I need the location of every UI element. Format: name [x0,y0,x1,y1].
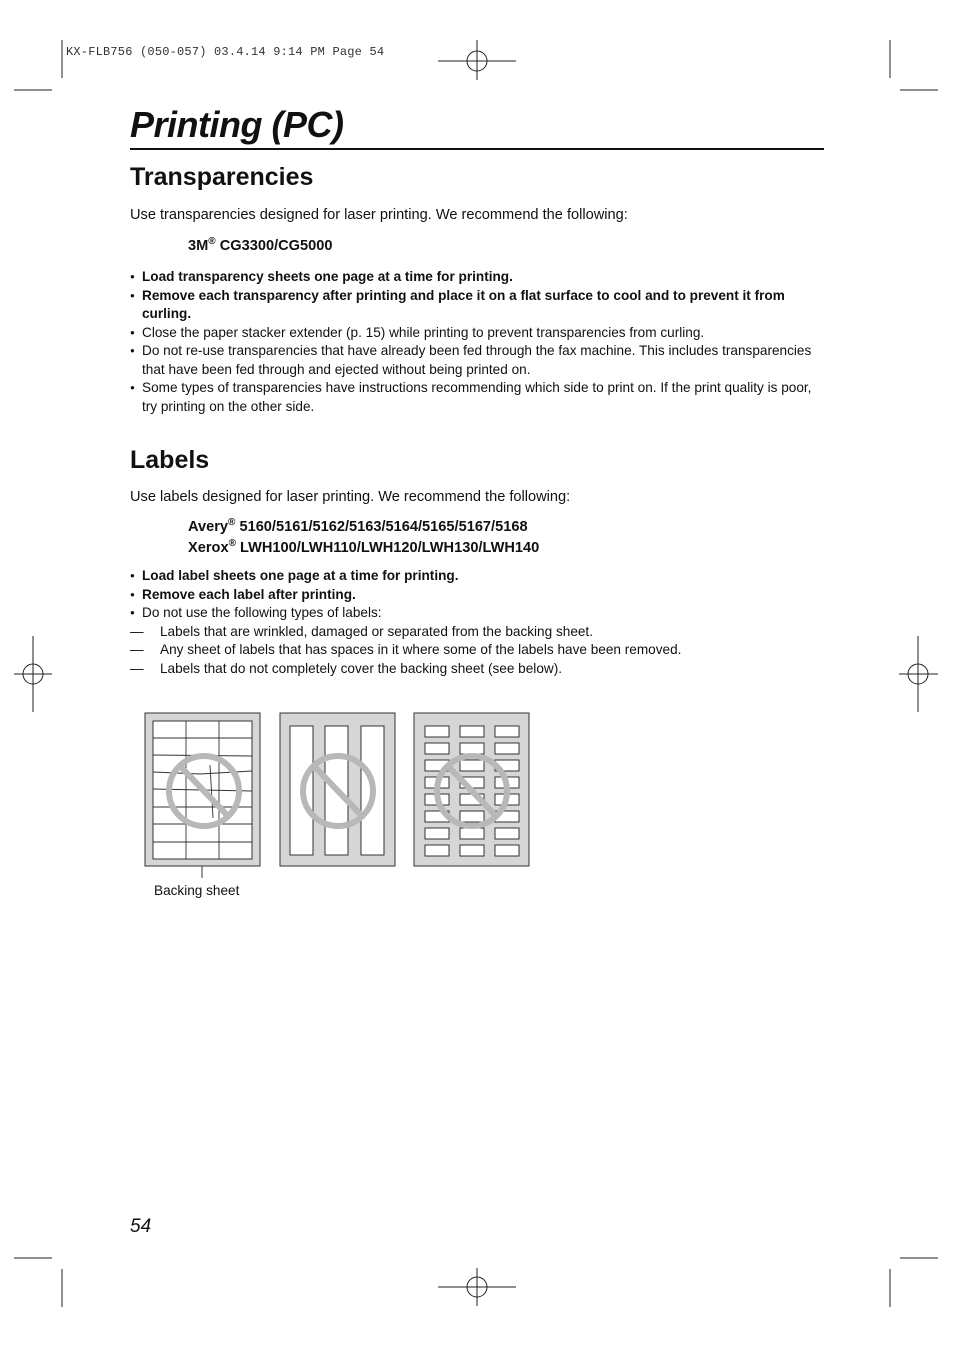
list-item: — Any sheet of labels that has spaces in it where some of the labels have been removed. [130,641,820,660]
registered-mark: ® [228,517,236,528]
rec-models: CG3300/CG5000 [215,237,333,254]
list-item: ● Load transparency sheets one page at a time for printing. [130,268,820,287]
list-item: ● Remove each label after printing. [130,586,820,605]
list-item: ● Load label sheets one page at a time for printing. [130,567,820,586]
list-item [130,604,820,678]
print-slug: KX-FLB756 (050-057) 03.4.14 9:14 PM Page 54 [66,45,385,59]
page-number: 54 [130,1216,152,1237]
dont-use-list [130,623,820,679]
labels-bullet-list [130,567,820,678]
rec-brand: Xerox [188,539,229,556]
page-title: Printing (PC) [130,104,344,145]
sheet-wrinkled-labels [145,713,260,878]
list-item: ● Some types of transparencies have instructions recommending which side to print on. If the print quality is poor, try printing on the other side. [130,379,820,416]
list-item: ● Remove each transparency after printing and place it on a flat surface to cool and to prevent it from curling. [130,287,820,324]
list-item: — Labels that are wrinkled, damaged or separated from the backing sheet. [130,623,820,642]
transparencies-heading: Transparencies [130,163,314,191]
list-item-text: Do not use the following types of labels: [142,605,382,620]
labels-intro: Use labels designed for laser printing. We recommend the following: [130,489,571,505]
title-rule [130,148,824,150]
list-item: ● Do not re-use transparencies that have already been fed through the fax machine. This includes transparencies that have been fed through and ejected without being printed on. [130,342,820,379]
list-item: ● Close the paper stacker extender (p. 15) while printing to prevent transparencies from curling. [130,324,820,343]
transparencies-recommendation [188,236,332,254]
rec-brand: 3M [188,237,209,254]
rec-models: LWH100/LWH110/LWH120/LWH130/LWH140 [235,539,540,556]
list-item: — Labels that do not completely cover the backing sheet (see below). [130,660,820,679]
transparencies-bullet-list [130,268,820,416]
rec-brand: Avery [188,518,229,535]
registered-mark: ® [228,538,236,549]
registered-mark: ® [208,236,216,247]
backing-sheet-caption: Backing sheet [154,883,240,898]
rec-models: 5160/5161/5162/5163/5164/5165/5167/5168 [235,518,528,535]
labels-recommendation-xerox [188,538,539,556]
improper-label-sheets-figure [140,708,540,878]
labels-heading: Labels [130,446,210,474]
transparencies-intro: Use transparencies designed for laser printing. We recommend the following: [130,207,628,223]
labels-recommendation-avery [188,517,528,535]
